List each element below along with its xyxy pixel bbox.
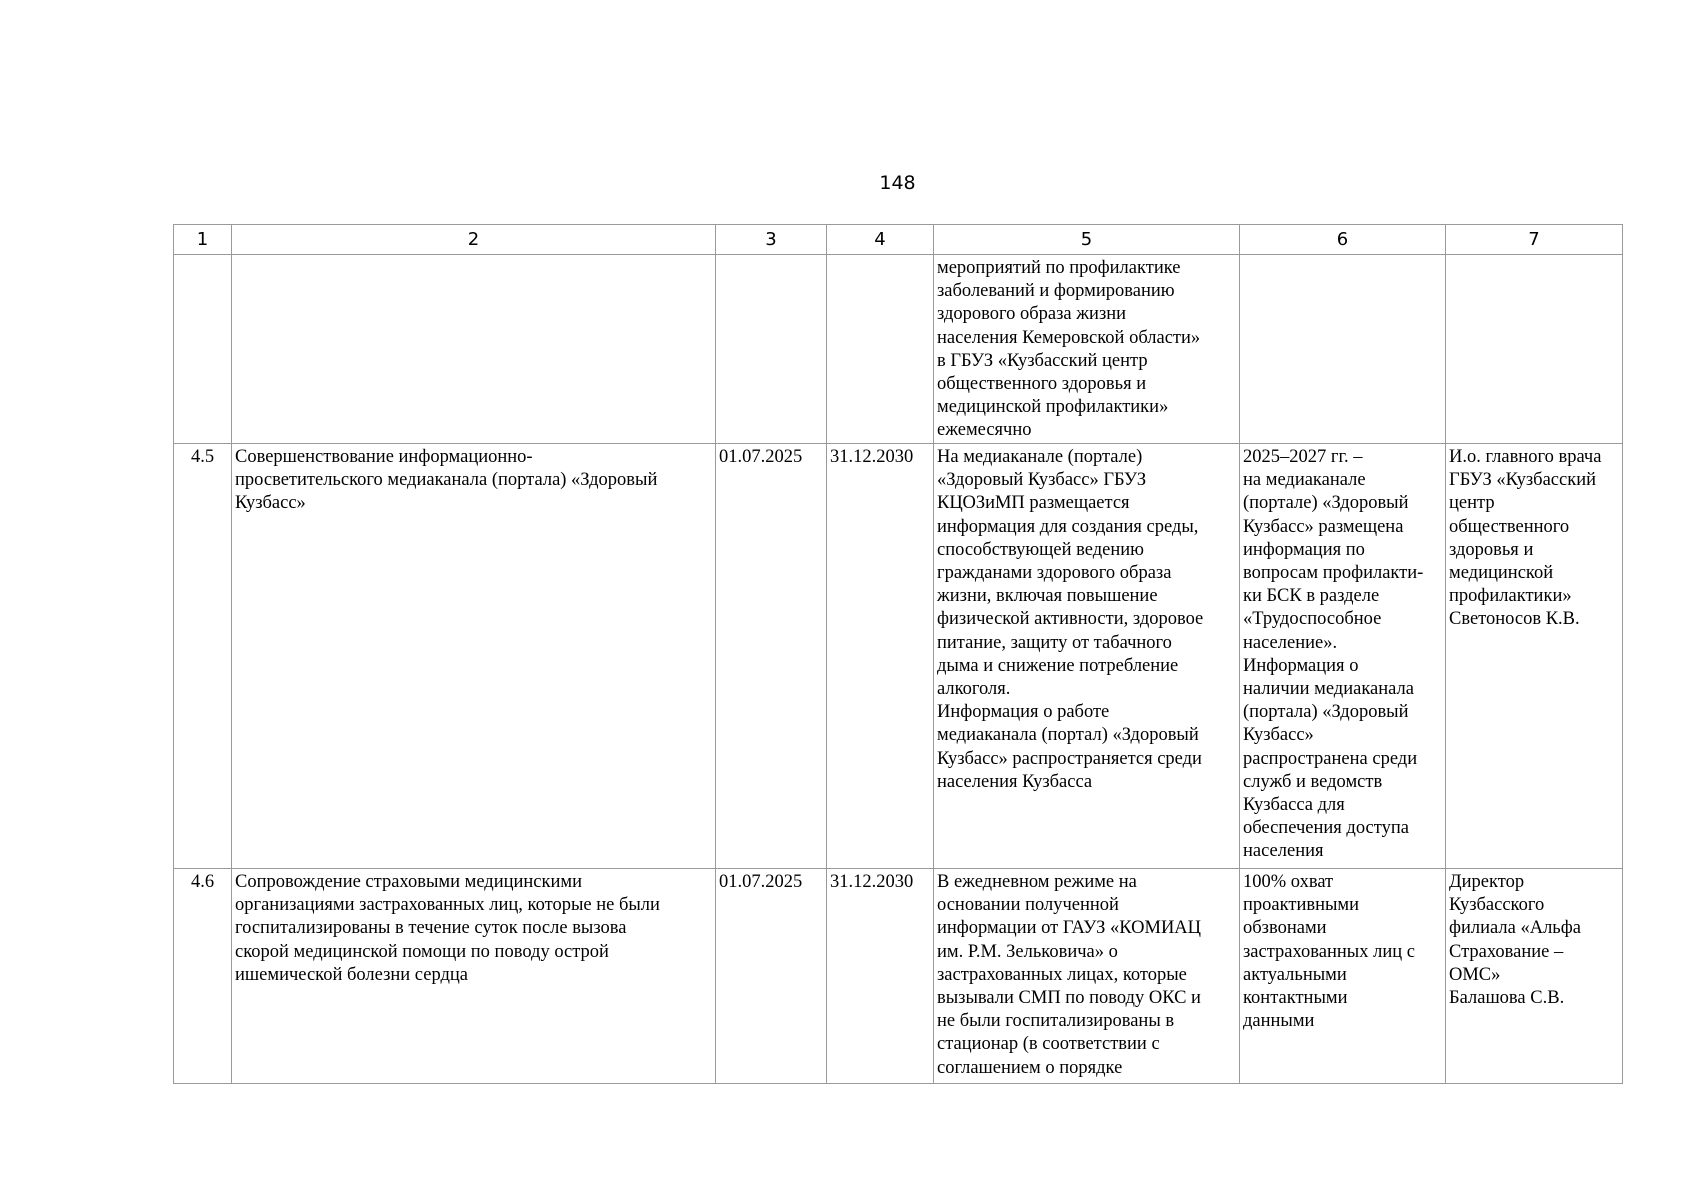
measure-name: Совершенствование информационно- просветительского медиаканала (портала) «Здоровый Кузбасс»: [232, 444, 716, 869]
responsible-person: И.о. главного врача ГБУЗ «Кузбасский центр общественного здоровья и медицинской профилактики» Светоносов К.В.: [1446, 444, 1623, 869]
measure-description: мероприятий по профилактике заболеваний и формированию здорового образа жизни населения Кемеровской области» в ГБУЗ «Кузбасский центр общественного здоровья и медицинской профилактики» ежемесячно: [934, 255, 1240, 444]
start-date: 01.07.2025: [716, 444, 827, 869]
end-date: [827, 255, 934, 444]
table-row: [174, 869, 1623, 1084]
measure-description: На медиаканале (портале) «Здоровый Кузбасс» ГБУЗ КЦОЗиМП размещается информация для создания среды, способствующей ведению гражданами здорового образа жизни, включая повышение физической активности, здоровое питание, защиту от табачного дыма и снижение потребление алкоголя. Информация о работе медиаканала (портал) «Здоровый Кузбасс» распространяется среди населения Кузбасса: [934, 444, 1240, 869]
page-number: 148: [879, 172, 916, 194]
end-date: 31.12.2030: [827, 869, 934, 1084]
responsible-person: Директор Кузбасского филиала «Альфа Страхование – ОМС» Балашова С.В.: [1446, 869, 1623, 1084]
header-col-1: 1: [174, 225, 232, 255]
row-number: 4.6: [174, 869, 232, 1084]
row-number: [174, 255, 232, 444]
start-date: 01.07.2025: [716, 869, 827, 1084]
header-col-5: 5: [934, 225, 1240, 255]
measure-name: Сопровождение страховыми медицинскими организациями застрахованных лиц, которые не были госпитализированы в течение суток после вызова скорой медицинской помощи по поводу острой ишемической болезни сердца: [232, 869, 716, 1084]
measure-description: В ежедневном режиме на основании полученной информации от ГАУЗ «КОМИАЦ им. Р.М. Зельковича» о застрахованных лицах, которые вызывали СМП по поводу ОКС и не были госпитализированы в стационар (в соответствии с соглашением о порядке: [934, 869, 1240, 1084]
expected-result: 2025–2027 гг. – на медиаканале (портале) «Здоровый Кузбасс» размещена информация по вопросам профилакти- ки БСК в разделе «Трудоспособное население». Информация о наличии медиаканала (портала) «Здоровый Кузбасс» распространена среди служб и ведомств Кузбасса для обеспечения доступа населения: [1240, 444, 1446, 869]
measures-table: [173, 224, 1623, 1084]
measure-name: [232, 255, 716, 444]
expected-result: 100% охват проактивными обзвонами застрахованных лиц с актуальными контактными данными: [1240, 869, 1446, 1084]
start-date: [716, 255, 827, 444]
row-number: 4.5: [174, 444, 232, 869]
responsible-person: [1446, 255, 1623, 444]
table-header-row: [174, 225, 1623, 255]
header-col-4: 4: [827, 225, 934, 255]
end-date: 31.12.2030: [827, 444, 934, 869]
header-col-7: 7: [1446, 225, 1623, 255]
table-row: [174, 444, 1623, 869]
header-col-3: 3: [716, 225, 827, 255]
table-row: [174, 255, 1623, 444]
expected-result: [1240, 255, 1446, 444]
header-col-6: 6: [1240, 225, 1446, 255]
header-col-2: 2: [232, 225, 716, 255]
